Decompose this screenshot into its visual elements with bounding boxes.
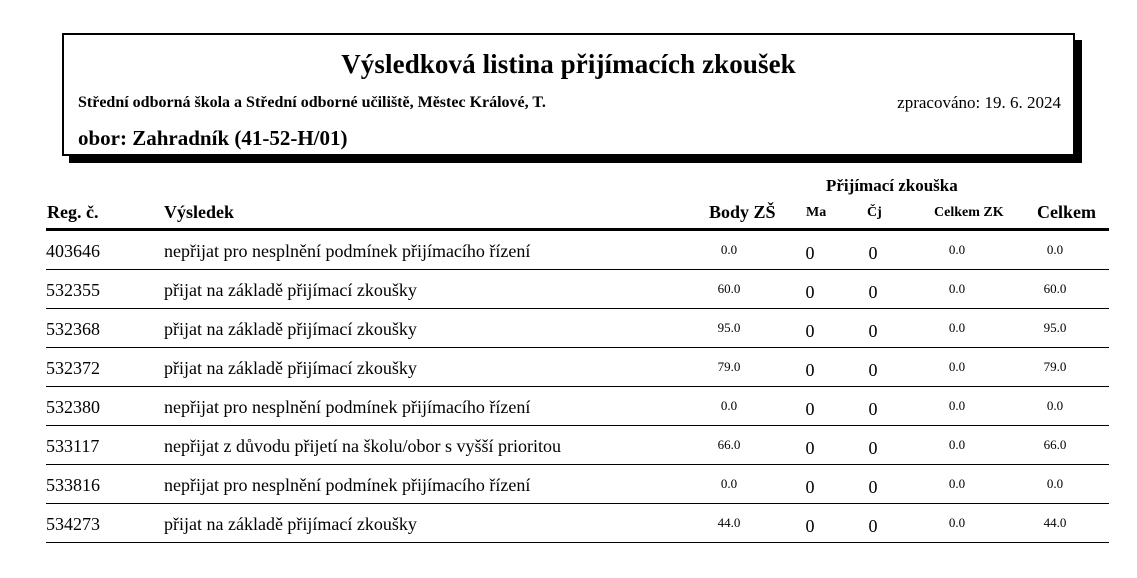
row-celkem: 79.0 [1043, 359, 1067, 374]
row-ma-score: 0 [805, 282, 815, 302]
column-header-celkem-zk: Celkem ZK [934, 205, 1004, 220]
row-celkem-zk: 0.0 [948, 320, 966, 335]
row-ma-score: 0 [805, 321, 815, 341]
row-cj-score: 0 [868, 438, 878, 458]
table-row [46, 426, 1109, 465]
row-result: přijat na základě přijímací zkoušky [164, 358, 417, 378]
row-reg-number: 534273 [46, 514, 100, 534]
row-divider [46, 542, 1109, 543]
row-cj-score: 0 [868, 477, 878, 497]
row-ma-score: 0 [805, 399, 815, 419]
row-body-zs: 0.0 [720, 242, 738, 257]
header-box [62, 33, 1075, 156]
row-body-zs: 79.0 [717, 359, 741, 374]
row-cj-score: 0 [868, 243, 878, 263]
table-row [46, 309, 1109, 348]
row-celkem-zk: 0.0 [948, 242, 966, 257]
row-celkem-zk: 0.0 [948, 281, 966, 296]
row-ma-score: 0 [805, 438, 815, 458]
table-row [46, 348, 1109, 387]
table-row [46, 465, 1109, 504]
school-name: Střední odborná škola a Střední odborné učiliště, Městec Králové, T. [78, 94, 546, 111]
row-celkem: 66.0 [1043, 437, 1067, 452]
table-row [46, 504, 1109, 543]
column-header-body-zs: Body ZŠ [709, 202, 776, 222]
column-header-celkem: Celkem [1037, 202, 1096, 222]
row-cj-score: 0 [868, 516, 878, 536]
row-body-zs: 0.0 [720, 398, 738, 413]
table-row [46, 231, 1109, 270]
row-ma-score: 0 [805, 360, 815, 380]
row-cj-score: 0 [868, 399, 878, 419]
row-ma-score: 0 [805, 477, 815, 497]
row-reg-number: 532372 [46, 358, 100, 378]
row-result: nepřijat z důvodu přijetí na školu/obor s vyšší prioritou [164, 436, 561, 456]
row-celkem: 0.0 [1046, 476, 1064, 491]
row-result: přijat na základě přijímací zkoušky [164, 280, 417, 300]
row-celkem-zk: 0.0 [948, 515, 966, 530]
row-celkem-zk: 0.0 [948, 476, 966, 491]
column-header-result: Výsledek [164, 202, 235, 222]
field-of-study: obor: Zahradník (41-52-H/01) [78, 126, 348, 150]
table-row [46, 387, 1109, 426]
processed-date: zpracováno: 19. 6. 2024 [897, 93, 1061, 112]
row-result: přijat na základě přijímací zkoušky [164, 319, 417, 339]
row-cj-score: 0 [868, 321, 878, 341]
row-body-zs: 95.0 [717, 320, 741, 335]
column-header-ma: Ma [806, 205, 827, 220]
row-result: nepřijat pro nesplnění podmínek přijímacího řízení [164, 475, 531, 495]
row-celkem: 95.0 [1043, 320, 1067, 335]
row-ma-score: 0 [805, 243, 815, 263]
row-body-zs: 44.0 [717, 515, 741, 530]
row-cj-score: 0 [868, 282, 878, 302]
row-celkem-zk: 0.0 [948, 398, 966, 413]
row-celkem: 0.0 [1046, 242, 1064, 257]
row-body-zs: 60.0 [717, 281, 741, 296]
column-header-cj: Čj [867, 205, 882, 220]
row-reg-number: 533816 [46, 475, 100, 495]
entrance-exam-group-header: Přijímací zkouška [826, 176, 958, 195]
page-title: Výsledková listina přijímacích zkoušek [341, 49, 796, 79]
column-header-reg: Reg. č. [47, 202, 99, 222]
row-celkem: 60.0 [1043, 281, 1067, 296]
row-result: nepřijat pro nesplnění podmínek přijímacího řízení [164, 397, 531, 417]
row-celkem: 0.0 [1046, 398, 1064, 413]
row-celkem-zk: 0.0 [948, 359, 966, 374]
row-body-zs: 66.0 [717, 437, 741, 452]
row-reg-number: 533117 [46, 436, 100, 456]
row-reg-number: 532355 [46, 280, 100, 300]
table-row [46, 270, 1109, 309]
row-reg-number: 532380 [46, 397, 100, 417]
row-reg-number: 532368 [46, 319, 100, 339]
row-result: nepřijat pro nesplnění podmínek přijímacího řízení [164, 241, 531, 261]
row-body-zs: 0.0 [720, 476, 738, 491]
row-reg-number: 403646 [46, 241, 100, 261]
row-cj-score: 0 [868, 360, 878, 380]
row-celkem: 44.0 [1043, 515, 1067, 530]
row-celkem-zk: 0.0 [948, 437, 966, 452]
row-result: přijat na základě přijímací zkoušky [164, 514, 417, 534]
row-ma-score: 0 [805, 516, 815, 536]
